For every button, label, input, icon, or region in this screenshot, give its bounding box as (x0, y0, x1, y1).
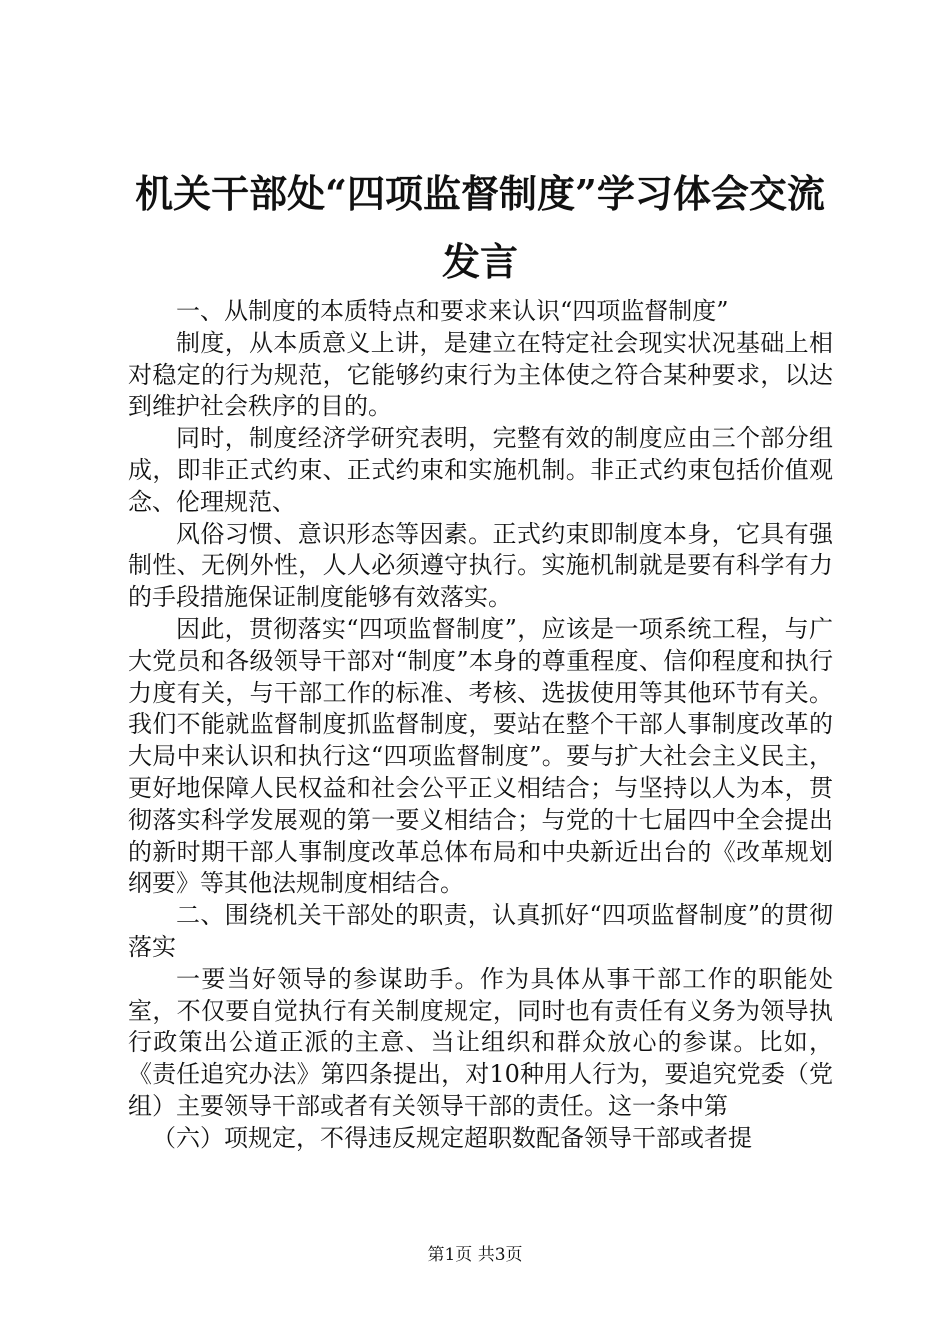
paragraph: 一要当好领导的参谋助手。作为具体从事干部工作的职能处室，不仅要自觉执行有关制度规定，同时也有责任有义务为领导执行政策出公道正派的主意、当让组织和群众放心的参谋。比如，《责任追究办法》第四条提出，对10种用人行为，要追究党委（党组）主要领导干部或者有关领导干部的责任。这一条中第 (128, 964, 833, 1120)
page-number-footer: 第1页 共3页 (427, 1245, 523, 1265)
document-title: 机关干部处“四项监督制度”学习体会交流发言 (135, 171, 825, 284)
paragraph: 制度，从本质意义上讲，是建立在特定社会现实状况基础上相对稳定的行为规范，它能够约束行为主体使之符合某种要求，以达到维护社会秩序的目的。 (128, 328, 833, 421)
paragraph: 同时，制度经济学研究表明，完整有效的制度应由三个部分组成，即非正式约束、正式约束和实施机制。非正式约束包括价值观念、伦理规范、 (128, 424, 833, 516)
section-heading-1: 一、从制度的本质特点和要求来认识“四项监督制度” (176, 297, 729, 325)
paragraph: 因此，贯彻落实“四项监督制度”，应该是一项系统工程，与广大党员和各级领导干部对“制度”本身的尊重程度、信仰程度和执行力度有关，与干部工作的标准、考核、选拔使用等其他环节有关。我们不能就监督制度抓监督制度，要站在整个干部人事制度改革的大局中来认识和执行这“四项监督制度”。要与扩大社会主义民主，更好地保障人民权益和社会公平正义相结合；与坚持以人为本，贯彻落实科学发展观的第一要义相结合；与党的十七届四中全会提出的新时期干部人事制度改革总体布局和中央新近出台的《改革规划纲要》等其他法规制度相结合。 (128, 614, 833, 898)
paragraph: 风俗习惯、意识形态等因素。正式约束即制度本身，它具有强制性、无例外性，人人必须遵守执行。实施机制就是要有科学有力的手段措施保证制度能够有效落实。 (128, 519, 833, 612)
paragraph: （六）项规定，不得违反规定超职数配备领导干部或者提 (152, 1123, 752, 1152)
document-body (128, 296, 833, 1155)
section-heading-2: 二、围绕机关干部处的职责，认真抓好“四项监督制度”的贯彻落实 (128, 901, 833, 961)
